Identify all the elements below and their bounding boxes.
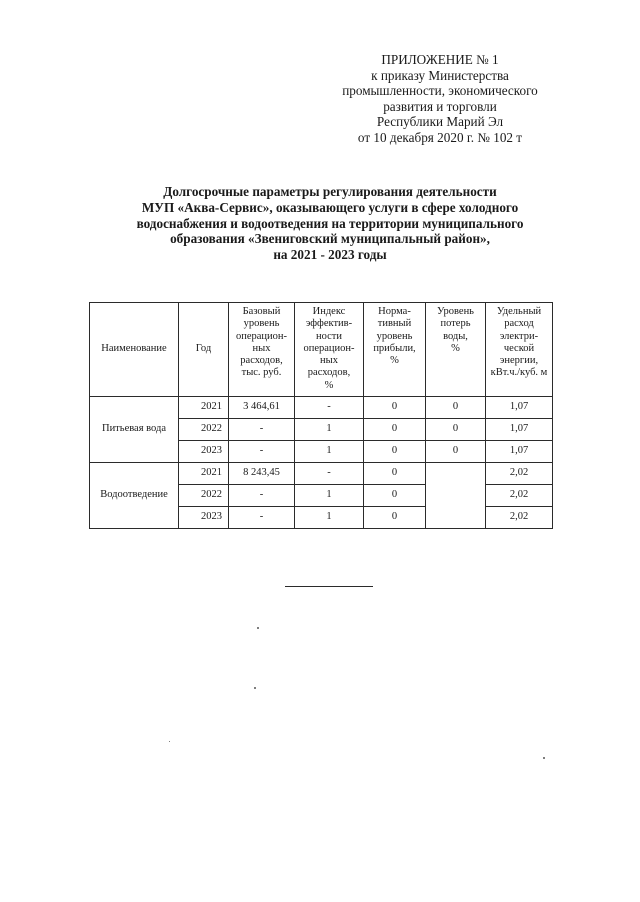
header-efficiency-index	[295, 303, 364, 397]
cell-loss-empty	[426, 463, 486, 529]
header-profit-line: %	[390, 355, 399, 367]
cell-profit: 0	[364, 441, 426, 463]
appendix-line-1: ПРИЛОЖЕНИЕ № 1	[381, 52, 499, 67]
cell-index: 1	[295, 441, 364, 463]
cell-year: 2023	[179, 441, 229, 463]
appendix-note	[310, 52, 570, 146]
table-row	[90, 463, 553, 485]
header-base-line: Базовый	[242, 306, 281, 317]
header-base-line: операцион-	[235, 330, 288, 342]
header-index-line: ных	[320, 355, 338, 367]
cell-base: -	[229, 441, 295, 463]
title-line-1: Долгосрочные параметры регулирования деятельности	[163, 184, 497, 199]
scan-speck	[257, 627, 259, 629]
cell-profit: 0	[364, 463, 426, 485]
header-year: Год	[179, 303, 229, 397]
header-base-line: уровень	[243, 318, 280, 330]
header-energy-line: кВт.ч./куб. м	[490, 367, 548, 379]
title-line-4: образования «Звениговский муниципальный район»,	[170, 231, 490, 247]
cell-index: -	[295, 463, 364, 485]
header-index-line: ности	[316, 330, 342, 342]
appendix-line-2: к приказу Министерства	[371, 67, 509, 83]
header-loss-line: потерь	[440, 318, 471, 330]
table-header-row	[90, 303, 553, 397]
cell-index: -	[295, 397, 364, 419]
header-profit-level	[364, 303, 426, 397]
header-base-line: расходов,	[240, 355, 283, 367]
cell-index: 1	[295, 419, 364, 441]
header-profit-line: Норма-	[378, 306, 411, 317]
header-energy-line: энергии,	[499, 355, 539, 367]
header-profit-line: прибыли,	[373, 342, 416, 354]
header-base-expenses	[229, 303, 295, 397]
cell-profit: 0	[364, 419, 426, 441]
signature-divider	[285, 586, 373, 587]
cell-loss: 0	[426, 419, 486, 441]
title-line-2: МУП «Аква-Сервис», оказывающего услуги в сфере холодного	[141, 199, 519, 215]
header-index-line: Индекс	[312, 306, 346, 317]
cell-energy: 1,07	[486, 441, 553, 463]
cell-index: 1	[295, 507, 364, 529]
cell-profit: 0	[364, 507, 426, 529]
cell-year: 2023	[179, 507, 229, 529]
cell-year: 2022	[179, 485, 229, 507]
scan-speck	[169, 741, 170, 742]
cell-profit: 0	[364, 397, 426, 419]
header-water-loss	[426, 303, 486, 397]
cell-year: 2022	[179, 419, 229, 441]
appendix-line-3: промышленности, экономического	[342, 83, 538, 99]
header-loss-line: Уровень	[437, 306, 474, 317]
header-loss-line: воды,	[443, 330, 468, 342]
cell-energy: 2,02	[486, 485, 553, 507]
title-line-3: водоснабжения и водоотведения на территории муниципального	[136, 215, 524, 231]
parameters-table	[89, 302, 553, 529]
scan-speck	[543, 757, 545, 759]
cell-base: 3 464,61	[229, 397, 295, 419]
header-energy-consumption	[486, 303, 553, 397]
header-energy-line: Удельный	[496, 306, 542, 317]
header-loss-line: %	[451, 342, 460, 354]
cell-index: 1	[295, 485, 364, 507]
cell-base: 8 243,45	[229, 463, 295, 485]
cell-base: -	[229, 507, 295, 529]
header-index-line: расходов,	[307, 367, 351, 379]
group-name-drinking-water: Питьевая вода	[90, 397, 179, 463]
cell-loss: 0	[426, 441, 486, 463]
header-index-line: %	[324, 379, 334, 391]
cell-energy: 2,02	[486, 463, 553, 485]
group-name-wastewater: Водоотведение	[90, 463, 179, 529]
header-index-line: эффектив-	[305, 318, 353, 330]
cell-year: 2021	[179, 463, 229, 485]
scan-speck	[254, 687, 256, 689]
header-index-line: операцион-	[303, 342, 355, 354]
cell-year: 2021	[179, 397, 229, 419]
header-energy-line: ческой	[503, 342, 535, 354]
header-profit-line: тивный	[377, 318, 412, 330]
header-energy-line: расход	[504, 318, 534, 330]
appendix-line-6: от 10 декабря 2020 г. № 102 т	[357, 129, 523, 145]
cell-energy: 1,07	[486, 419, 553, 441]
header-base-line: ных	[252, 342, 271, 354]
cell-energy: 2,02	[486, 507, 553, 529]
appendix-line-4: развития и торговли	[383, 98, 497, 114]
header-energy-line: электри-	[499, 330, 539, 342]
appendix-line-5: Республики Марий Эл	[376, 114, 504, 130]
header-name: Наименование	[90, 303, 179, 397]
cell-base: -	[229, 485, 295, 507]
cell-base: -	[229, 419, 295, 441]
cell-profit: 0	[364, 485, 426, 507]
header-profit-line: уровень	[376, 330, 413, 342]
document-title	[60, 184, 600, 263]
title-line-5: на 2021 - 2023 годы	[273, 247, 387, 263]
cell-loss: 0	[426, 397, 486, 419]
cell-energy: 1,07	[486, 397, 553, 419]
table-row	[90, 397, 553, 419]
header-base-line: тыс. руб.	[241, 367, 282, 379]
